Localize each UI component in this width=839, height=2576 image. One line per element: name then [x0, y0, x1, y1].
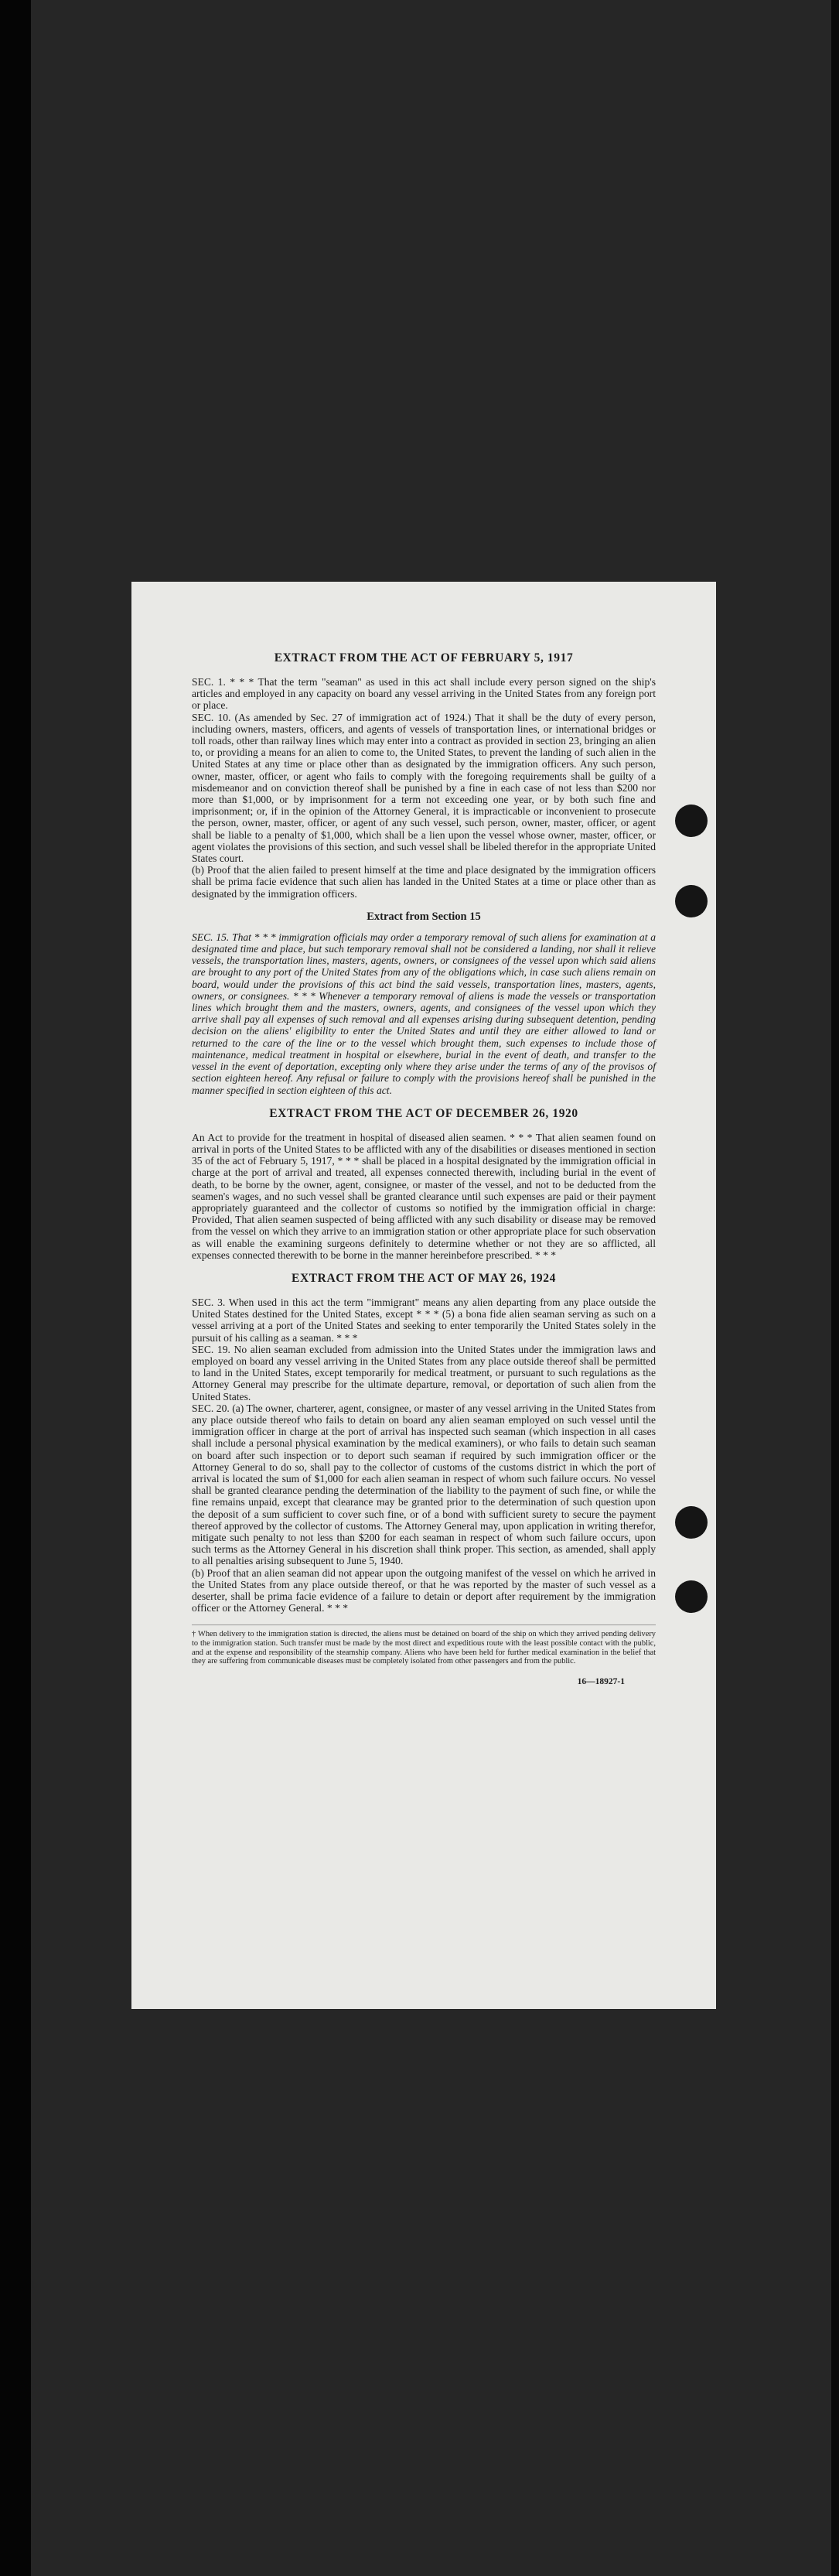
punch-hole-icon — [675, 1506, 708, 1539]
paragraph: SEC. 15. That * * * immigration officials may order a temporary removal of such aliens for examination at a designated time and place, but such temporary removal shall not be considered a landing, nor shall it relieve vessels, the transportation lines, masters, agents, owners, or consignees of the vessel upon which said aliens are brought to any port of the United States from any of the obligations which, in case such aliens remain on board, would under the provisions of this act bind the said vessels, transportation lines, masters, agents, owners, or consignees. * * * Whenever a temporary removal of aliens is made the vessels or transportation lines which brought them and the masters, owners, agents, and consignees of the vessel upon which they arrive shall pay all expenses of such removal and all expenses arising during subsequent detention, pending decision on the aliens' eligibility to enter the United States and until they are either allowed to land or returned to the care of the line or to the vessel which brought them, such expenses to include those of maintenance, medical treatment in hospital or elsewhere, burial in the event of death, and transfer to the vessel in the event of deportation, excepting only where they arise under the terms of any of the provisos of section eighteen hereof. Any refusal or failure to comply with the provisions hereof shall be punished in the manner specified in section eighteen of this act. — [192, 931, 656, 1096]
paragraph: SEC. 19. No alien seaman excluded from admission into the United States under the immigration laws and employed on board any vessel arriving in the United States from any place outside thereof shall be permitted to land in the United States, except temporarily for medical treatment, or pursuant to such regulations as the Attorney General may prescribe for the ultimate departure, removal, or deportation of such alien from the United States. — [192, 1343, 656, 1402]
section-heading: EXTRACT FROM THE ACT OF FEBRUARY 5, 1917 — [274, 651, 574, 664]
section-act-1920 — [192, 1107, 656, 1261]
paragraph: SEC. 1. * * * That the term "seaman" as used in this act shall include every person signed on the ship's articles and employed in any capacity on board any vessel arriving in the United States from any foreign port or place. — [192, 676, 656, 712]
footnote: † When delivery to the immigration station is directed, the aliens must be detained on board of the ship on which they arrived pending delivery to the immigration station. Such transfer must be made by the most direct and expeditious route with the least possible contact with the public, and at the expense and responsibility of the steamship company. Aliens who have been held for further medical examination in the belief that they are suffering from communicable diseases must be completely isolated from other passengers and from the public. — [192, 1625, 656, 1666]
film-border-right — [831, 0, 839, 2576]
film-border-left — [0, 0, 31, 2576]
punch-hole-icon — [675, 885, 708, 917]
punch-hole-icon — [675, 805, 708, 837]
paragraph: SEC. 10. (As amended by Sec. 27 of immigration act of 1924.) That it shall be the duty of every person, including owners, masters, officers, and agents of vessels of transportation lines, or international bridges or toll roads, other than railway lines which may enter into a contract as provided in section 23, bringing an alien to, or providing a means for an alien to come to, the United States, to prevent the landing of such alien in the United States at any time or place other than as designated by the immigration officers. Any such person, owner, master, officer, or agent who fails to comply with the foregoing requirements shall be guilty of a misdemeanor and on conviction thereof shall be punished by a fine in each case of not less than $200 nor more than $1,000, or by imprisonment for a term not exceeding one year, or by both such fine and imprisonment; or, if in the opinion of the Attorney General, it is impracticable or inconvenient to prosecute the person, owner, master, officer, or agent of any such vessel, such person, owner, master, officer, or agent shall be liable to a penalty of $1,000, which shall be a lien upon the vessel whose owner, master, officer, or agent violates the provisions of this section, and such vessel shall be libeled therefor in the appropriate United States court. — [192, 711, 656, 865]
paragraph: (b) Proof that the alien failed to present himself at the time and place designated by the immigration officers shall be prima facie evidence that such alien has landed in the United States at a time or place other than as designated by the immigration officers. — [192, 864, 656, 900]
section-extract-15 — [192, 910, 656, 1096]
document-page — [131, 582, 716, 2009]
section-heading: EXTRACT FROM THE ACT OF MAY 26, 1924 — [292, 1271, 556, 1285]
punch-hole-icon — [675, 1580, 708, 1613]
paragraph: SEC. 3. When used in this act the term "immigrant" means any alien departing from any place outside the United States destined for the United States, except * * * (5) a bona fide alien seaman serving as such on a vessel arriving at a port of the United States and seeking to enter temporarily the United States solely in the pursuit of his calling as a seaman. * * * — [192, 1296, 656, 1344]
section-act-1924 — [192, 1272, 656, 1614]
section-act-1917 — [192, 651, 656, 900]
section-heading: Extract from Section 15 — [367, 910, 481, 923]
form-number: 16—18927-1 — [577, 1676, 625, 1686]
paragraph: An Act to provide for the treatment in hospital of diseased alien seamen. * * * That alien seamen found on arrival in ports of the United States to be afflicted with any of the disabilities or diseases mentioned in section 35 of the act of February 5, 1917, * * * shall be placed in a hospital designated by the immigration official in charge at the port of arrival and treated, all expenses connected therewith, including burial in the event of death, to be borne by the owner, agent, consignee, or master of the vessel, and not to be deducted from the seamen's wages, and no such vessel shall be granted clearance until such expenses are paid or their payment appropriately guaranteed and the collector of customs so notified by the immigration official in charge: Provided, That alien seamen suspected of being afflicted with any such disability or disease may be removed from the vessel on which they arrive to an immigration station or other appropriate place for such observation as will enable the examining surgeons definitely to determine whether or not they are so afflicted, all expenses connected therewith to be borne in the manner hereinbefore prescribed. * * * — [192, 1131, 656, 1261]
section-heading: EXTRACT FROM THE ACT OF DECEMBER 26, 1920 — [269, 1106, 578, 1120]
paragraph: (b) Proof that an alien seaman did not appear upon the outgoing manifest of the vessel on which he arrived in the United States from any place outside thereof, or that he was reported by the master of such vessel as a deserter, shall be prima facie evidence of a failure to detain or deport after requirement by the immigration officer or the Attorney General. * * * — [192, 1566, 656, 1614]
paragraph: SEC. 20. (a) The owner, charterer, agent, consignee, or master of any vessel arriving in the United States from any place outside thereof who fails to detain on board any alien seaman employed on such vessel until the immigration officer in charge at the port of arrival has inspected such seaman (which inspection in all cases shall include a personal physical examination by the medical examiners), or who fails to detain such seaman on board after such inspection or to deport such seaman if required by such immigration officer or the Attorney General to do so, shall pay to the collector of customs of the customs district in which the port of arrival is located the sum of $1,000 for each alien seaman in respect of whom such failure occurs. No vessel shall be granted clearance pending the determination of the liability to the payment of such fine, or while the fine remains unpaid, except that clearance may be granted prior to the determination of such question upon the deposit of a sum sufficient to cover such fine, or of a bond with sufficient surety to secure the payment thereof approved by the collector of customs. The Attorney General may, upon application in writing therefor, mitigate such penalty to not less than $200 for each seaman in respect of whom such failure occurs, upon such terms as the Attorney General in his discretion shall think proper. This section, as amended, shall apply to all penalties arising subsequent to June 5, 1940. — [192, 1402, 656, 1567]
